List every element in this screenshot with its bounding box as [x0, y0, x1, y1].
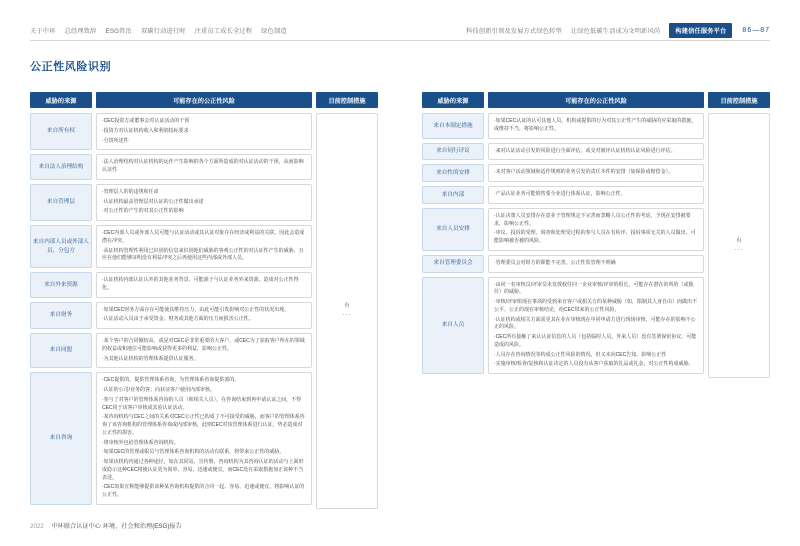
- table-row: [422, 113, 704, 139]
- column-header-source: 威胁的来源: [422, 92, 484, 108]
- risk-line: ·由同一名审核员/评审员未发授权付同一企业审核/评审的组长，可能存在潜在的所的（或独任）的威胁。: [494, 281, 694, 296]
- risk-line: ·认证活动入员由于承受资金、财务或其他方面的压力而损害公正性。: [102, 316, 254, 323]
- nav-item-4[interactable]: 注重员工成长全过程: [194, 27, 253, 35]
- table-row: [30, 372, 312, 505]
- risk-line: ·如果CEC认证的认可其他人员、机构或提供的行为对其公正性产生的威胁的应采取的措施，或维持不当，将影响公正性。: [494, 118, 697, 132]
- table-row: [30, 302, 312, 330]
- risk-line: ·来对认证活动引发的风险进行全面评估，或交对被评认证机构认证风险进行评估。: [494, 147, 676, 154]
- risk-description: [488, 143, 704, 161]
- risk-source: 来自外来资源: [30, 272, 92, 298]
- risk-line: ·如果CEC的管理或职员与管理体系咨询机构的活动有联系，将带来公正性的威胁。: [102, 449, 285, 456]
- risk-line: ·审核/评审组现在事项的受到来自客户或相关方的某种威胁（如，限制其人身自由）而做出不公平、公正的现在审核结论，给CEC带来的公正性风险。: [494, 299, 698, 313]
- risk-source: 来自人员: [422, 277, 484, 375]
- risk-description: [96, 113, 312, 150]
- column-header-measure: 目前控制措施: [708, 92, 770, 108]
- table-row: [422, 208, 704, 251]
- nav-item-3[interactable]: 双碳行动进行时: [140, 27, 186, 35]
- risk-line: ·实施审核/检查/复核和认证决定的人员没有从客户获取的礼品或礼金，对公正性构成威胁。: [494, 361, 694, 368]
- risk-line: ·分饼所述件: [102, 137, 129, 144]
- risk-source: 来自内部: [422, 186, 484, 204]
- risk-description: [96, 225, 312, 268]
- risk-source: 来自性的安排: [422, 164, 484, 182]
- left-rows: [30, 113, 312, 509]
- risk-description: [96, 333, 312, 368]
- left-table-body: [30, 113, 378, 509]
- control-measures-text: 有: [736, 237, 742, 244]
- right-table: [422, 92, 770, 378]
- control-measures-cell: [708, 113, 770, 378]
- risk-source: 来自所有权: [30, 113, 92, 150]
- nav-item-0[interactable]: 关于中环: [30, 27, 56, 35]
- risk-description: [96, 154, 312, 180]
- risk-description: [488, 208, 704, 251]
- risk-line: ·将审核外包给管理体系咨询机构。: [102, 439, 179, 446]
- risk-source: 来自管理层: [30, 184, 92, 221]
- risk-line: ·产品认证业务可能销售要全业进行体系认证，影响公正性。: [494, 191, 626, 197]
- risk-description: [488, 255, 704, 273]
- nav-item-7[interactable]: 让绿色低碳生活成为文明新风尚: [570, 27, 661, 35]
- footer-year: 2022: [30, 523, 44, 530]
- risk-line: ·为其他认证机构的管理体系提供认证服务。: [102, 355, 199, 362]
- risk-line: ·未对客户活动领域和适作规则的业务引发的责任本件的安排（如保险或赔偿金）。: [494, 169, 674, 176]
- table-row: [30, 333, 312, 368]
- control-measures-text: 有: [344, 303, 350, 310]
- risk-line: ·CEC如果宣称能够提供该种某咨询机构提供的合同一起、容易、迅速或便宜。将影响认证的公正性。: [102, 484, 305, 498]
- column-header-measure: 目前控制措施: [316, 92, 378, 108]
- risk-line: ·认证决策人员安排存在意业于管理规定不完善而忽略人员公正性的考虑，予现在安排被要求，影响公正性。: [494, 212, 691, 227]
- table-row: [30, 225, 312, 268]
- risk-line: ·对公正性的产生的对其公正性的影响: [102, 208, 184, 215]
- top-navigation: [30, 22, 770, 38]
- left-table: [30, 92, 378, 509]
- risk-description: [96, 372, 312, 505]
- right-rows: [422, 113, 704, 378]
- risk-description: [96, 302, 312, 330]
- risk-line: ·管理层人的的违规和任命: [102, 188, 159, 195]
- risk-source: 来自法人治理结构: [30, 154, 92, 180]
- nav-item-5[interactable]: 绿色制造: [261, 27, 287, 35]
- risk-line: ·认证机构内部认证认外的其他业务背景、可能源于与认证业务外来资源，造成对公正性得化。: [102, 277, 299, 291]
- table-row: [422, 255, 704, 273]
- risk-source: 来自内部人员或外部人员、分包方: [30, 225, 92, 268]
- table-row: [422, 164, 704, 182]
- risk-line: ·CEC提供的、提供管理体系咨询，为管理体系咨询提供部的。: [102, 377, 240, 384]
- risk-source: 来自本制定措施: [422, 113, 484, 139]
- risk-line: ·参与了对客户的管理体系咨询的人员（和相关人员），在咨询结束到再申请认证之间，不得CEC用于该客户审核或其验认证活动。: [102, 396, 302, 411]
- table-row: [30, 184, 312, 221]
- risk-line: ·CEC投资方或董事会对认证活动的干预: [102, 118, 190, 124]
- footer-title: 中环联合认证中心 环境、社会和治理(ESG)报告: [51, 523, 182, 530]
- control-measures-dots: ···: [342, 311, 352, 318]
- right-table-header: [422, 92, 770, 108]
- control-measures-cell: [316, 113, 378, 509]
- risk-line: ·某咨询机构与CEC之间的关系对CEC公正性已构成了不可接受的威胁，而客户的管理体系咨询了该咨询机构的管理体系咨询或内部审核，此则CEC对该管理体系进行认证，势必造成对公正性的损害。: [102, 414, 305, 436]
- risk-line: ·CEC内部人员或外部人员可能与认证活动或其认证对象存在经济或利益的关联，因此会造成潜在冲突。: [102, 230, 305, 244]
- nav-item-6[interactable]: 科技创新引领及发展方式绿色转型: [466, 27, 562, 35]
- left-table-header: [30, 92, 378, 108]
- page-title: 公正性风险识别: [30, 61, 112, 73]
- risk-description: [488, 277, 704, 375]
- risk-line: ·认证的公司/业务的客；向获证客户使用内部审核。: [102, 387, 216, 393]
- risk-line: ·人员存在咨询情况等构成公正性风险的情况，但又未向CEC告知。影响公正性: [494, 351, 667, 358]
- risk-line: ·某个客户的合同额较高，或是对CEC是非常重要的大客户，或CEC为了获取客户所在的领域的权益或和地位可能影响或获得更多的利益，影响公正性。: [102, 338, 305, 352]
- risk-line: ·如果CEC财务方面存在可能使其维持压力，由此可能引发影响对公正性的状况出现。: [102, 306, 290, 313]
- table-row: [422, 277, 704, 375]
- risk-source: 来自同行评议: [422, 143, 484, 161]
- risk-line: ·CEC所有接触了来认认证信息的人员（包括临时人员，外来人员）没有签署保密协议，可能造成的风险。: [494, 334, 697, 348]
- risk-description: [488, 164, 704, 182]
- risk-line: ·如果该机构内通过各种途径，如在其同站、宣传册、咨询机构为其咨询认证的活动与上面形成隐示这种CEC将使认证更为简单、容易、迅速或便宜。而CEC没有采取措施加正该种不当表述。: [102, 459, 304, 481]
- risk-line: ·认证机构或相关方面需更其在业在审核现在中同申请方进行现场审核，可能存在的影响不公正的风险。: [494, 316, 696, 331]
- risk-source: 来自管理委员会: [422, 255, 484, 273]
- page-number: 86—87: [742, 26, 770, 34]
- page-footer: [30, 521, 182, 530]
- right-table-body: [422, 113, 770, 378]
- column-header-risk: 可能存在的公正性风险: [96, 92, 312, 108]
- table-row: [30, 113, 312, 150]
- table-row: [422, 186, 704, 204]
- risk-source: 来自人员安排: [422, 208, 484, 251]
- risk-line: ·认证机构最高管理层对认证的公正性做出承诺: [102, 198, 204, 205]
- risk-line: ·从证机构管理性利用已识别的信息来识别他们威胁的客观公正性的对认证性产生的威胁、且应在他们能够证明没有利益冲突之后再使用这些内部或外部人员。: [102, 247, 304, 262]
- risk-source: 来自咨询: [30, 372, 92, 505]
- table-row: [30, 272, 312, 298]
- risk-description: [96, 272, 312, 298]
- risk-description: [96, 184, 312, 221]
- table-row: [422, 143, 704, 161]
- risk-source: 来自同盟: [30, 333, 92, 368]
- risk-description: [488, 186, 704, 204]
- nav-item-2[interactable]: ESG管治: [105, 27, 132, 35]
- risk-source: 来自财务: [30, 302, 92, 330]
- column-header-risk: 可能存在的公正性风险: [488, 92, 704, 108]
- risk-line: ·法人治理结构对认证机构的运作产生影响的各个方面所造成的对认证活动的干预，从而影响认证性: [102, 159, 304, 173]
- table-row: [30, 154, 312, 180]
- risk-line: ·审议、投诉的受理、调查和处理受过程的参与人员在有检评、投诉事项无关的人员做出，可能影响被否被的风险。: [494, 230, 696, 244]
- risk-line: ·管理委员会对组方的职能不完善。公正性监管理不明确: [494, 259, 616, 266]
- nav-item-active[interactable]: 构建信任服务平台: [669, 23, 732, 38]
- column-header-source: 威胁的来源: [30, 92, 92, 108]
- nav-item-1[interactable]: 总经理致辞: [64, 27, 97, 35]
- risk-line: ·投资方对认证机构收入和利润指标要求: [102, 127, 189, 134]
- risk-description: [488, 113, 704, 139]
- control-measures-dots: ···: [734, 246, 744, 253]
- header-divider: [30, 40, 770, 41]
